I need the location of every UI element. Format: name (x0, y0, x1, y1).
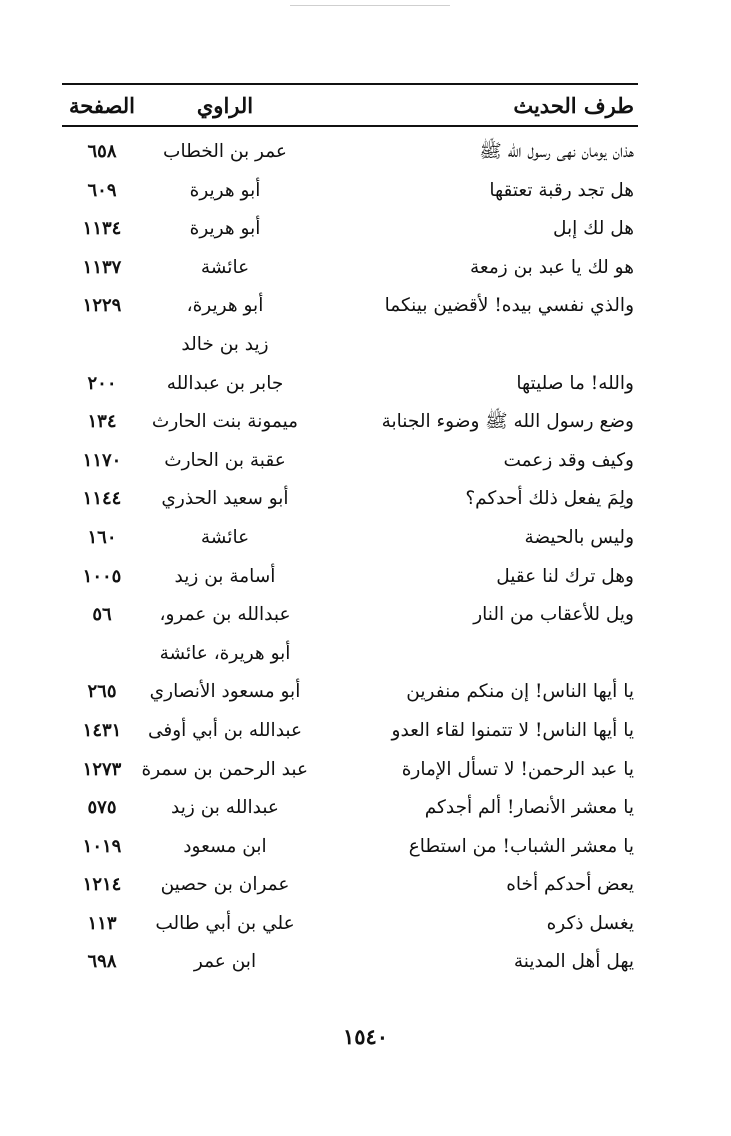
narrator-name: عبدالله بن أبي أوفى (147, 719, 303, 741)
page-ref: ١٠٠٥ (82, 565, 122, 587)
page-ref: ١٤٣١ (82, 719, 122, 741)
page-ref: ٥٧٥ (87, 797, 117, 819)
narrator-cell (142, 596, 308, 673)
header-rule-bottom (62, 125, 638, 127)
table-row (62, 558, 638, 597)
table-row (62, 287, 638, 364)
hadith-text: يا معشر الأنصار! ألم أجدكم (424, 797, 634, 819)
table-row (62, 365, 638, 404)
narrator-name: عبدالله بن زيد (171, 797, 279, 819)
table-row (62, 751, 638, 790)
page-ref: ٥٦ (92, 604, 112, 626)
narrator-cell (142, 249, 308, 288)
narrator-cell (142, 480, 308, 519)
table-row (62, 789, 638, 828)
page-number: ١٥٤٠ (342, 1024, 389, 1049)
page-ref: ١١٧٠ (82, 449, 122, 471)
table-row (62, 943, 638, 982)
hadith-text: والله! ما صليتها (516, 372, 634, 394)
narrator-name: أسامة بن زيد (174, 565, 276, 587)
narrator-cell (142, 442, 308, 481)
narrator-cell (142, 751, 308, 790)
table-row (62, 905, 638, 944)
page-ref: ٦٠٩ (87, 179, 117, 201)
narrator-name: أبو هريرة، (186, 295, 264, 317)
hadith-text: ولِمَ يفعل ذلك أحدكم؟ (465, 488, 634, 510)
narrator-name: ميمونة بنت الحارث (151, 411, 299, 433)
narrator-cell (142, 905, 308, 944)
hadith-text: هو لك يا عبد بن زمعة (470, 256, 634, 278)
narrator-cell (142, 519, 308, 558)
narrator-cell (142, 403, 308, 442)
page-ref: ١١٣٤ (82, 218, 122, 240)
narrator-cell (142, 828, 308, 867)
table-row (62, 712, 638, 751)
top-rule (290, 5, 450, 6)
table-header (62, 85, 638, 125)
narrator-name: عائشة (200, 256, 250, 278)
narrator-name: علي بن أبي طالب (155, 912, 295, 934)
narrator-name: عبدالله بن عمرو، (159, 604, 291, 626)
hadith-text: وهل ترك لنا عقيل (496, 565, 634, 587)
hadith-text: هذان يومان نهى رسول الله ﷺ (479, 141, 634, 162)
page-ref: ٢٠٠ (87, 372, 117, 394)
narrator-name: عمر بن الخطاب (163, 141, 287, 162)
hadith-text: يغسل ذكره (546, 912, 634, 934)
page-ref: ١١٣ (87, 912, 117, 934)
narrator-name: عمران بن حصين (160, 874, 290, 896)
hadith-text: ويل للأعقاب من النار (473, 604, 634, 626)
narrator-name: أبو هريرة (189, 218, 261, 240)
narrator-name: زيد بن خالد (181, 333, 269, 355)
hadith-text: وضع رسول الله ﷺ وضوء الجنابة (381, 411, 634, 433)
narrator-cell (142, 943, 308, 982)
table-row (62, 596, 638, 673)
page-ref: ١٠١٩ (82, 835, 122, 857)
table-row (62, 133, 638, 172)
page-ref: ١٢٢٩ (82, 295, 122, 317)
hadith-text: يعض أحدكم أخاه (506, 874, 634, 896)
narrator-cell (142, 558, 308, 597)
narrator-cell (142, 866, 308, 905)
hadith-text: والذي نفسي بيده! لأقضين بينكما (384, 295, 634, 317)
table-row (62, 480, 638, 519)
narrator-name: ابن عمر (193, 951, 257, 973)
hadith-text: وكيف وقد زعمت (503, 449, 634, 471)
hadith-text: يا أيها الناس! لا تتمنوا لقاء العدو (391, 719, 634, 741)
table-row (62, 866, 638, 905)
page-ref: ٢٦٥ (87, 681, 117, 703)
header-narrator: الراوي (196, 92, 254, 118)
narrator-name: عائشة (200, 526, 250, 548)
narrator-cell (142, 172, 308, 211)
narrator-cell (142, 287, 308, 364)
table-row (62, 673, 638, 712)
table-row (62, 403, 638, 442)
narrator-cell (142, 365, 308, 404)
page-ref: ١٣٤ (87, 411, 117, 433)
narrator-cell (142, 712, 308, 751)
hadith-text: هل تجد رقبة تعتقها (489, 179, 634, 201)
hadith-index-table (62, 83, 638, 982)
narrator-name: أبو هريرة (189, 179, 261, 201)
table-row (62, 210, 638, 249)
narrator-name: عبد الرحمن بن سمرة (141, 758, 308, 780)
table-row (62, 828, 638, 867)
table-row (62, 172, 638, 211)
hadith-text: يا أيها الناس! إن منكم منفرين (406, 681, 634, 703)
page-ref: ١٦٠ (87, 526, 117, 548)
narrator-cell (142, 133, 308, 172)
narrator-cell (142, 673, 308, 712)
page-ref: ١١٣٧ (82, 256, 122, 278)
narrator-cell (142, 789, 308, 828)
table-body (62, 133, 638, 982)
narrator-name: أبو سعيد الحذري (161, 488, 289, 510)
narrator-name: جابر بن عبدالله (166, 372, 284, 394)
header-page: الصفحة (69, 92, 135, 118)
hadith-text: وليس بالحيضة (524, 526, 634, 548)
page-ref: ١٢٧٣ (82, 758, 122, 780)
narrator-name: ابن مسعود (183, 835, 267, 857)
header-hadith: طرف الحديث (513, 92, 634, 118)
page-ref: ٦٩٨ (87, 951, 117, 973)
page-ref: ١١٤٤ (82, 488, 122, 510)
hadith-text: يا عبد الرحمن! لا تسأل الإمارة (401, 758, 634, 780)
hadith-text: يهل أهل المدينة (513, 951, 634, 973)
page-ref: ١٢١٤ (82, 874, 122, 896)
hadith-text: هل لك إبل (552, 218, 634, 240)
page-ref: ٦٥٨ (87, 141, 117, 162)
narrator-name: عقبة بن الحارث (164, 449, 286, 471)
narrator-cell (142, 210, 308, 249)
table-row (62, 442, 638, 481)
table-row (62, 249, 638, 288)
narrator-name: أبو هريرة، عائشة (159, 642, 291, 664)
narrator-name: أبو مسعود الأنصاري (149, 681, 301, 703)
table-row (62, 519, 638, 558)
hadith-text: يا معشر الشباب! من استطاع (408, 835, 634, 857)
